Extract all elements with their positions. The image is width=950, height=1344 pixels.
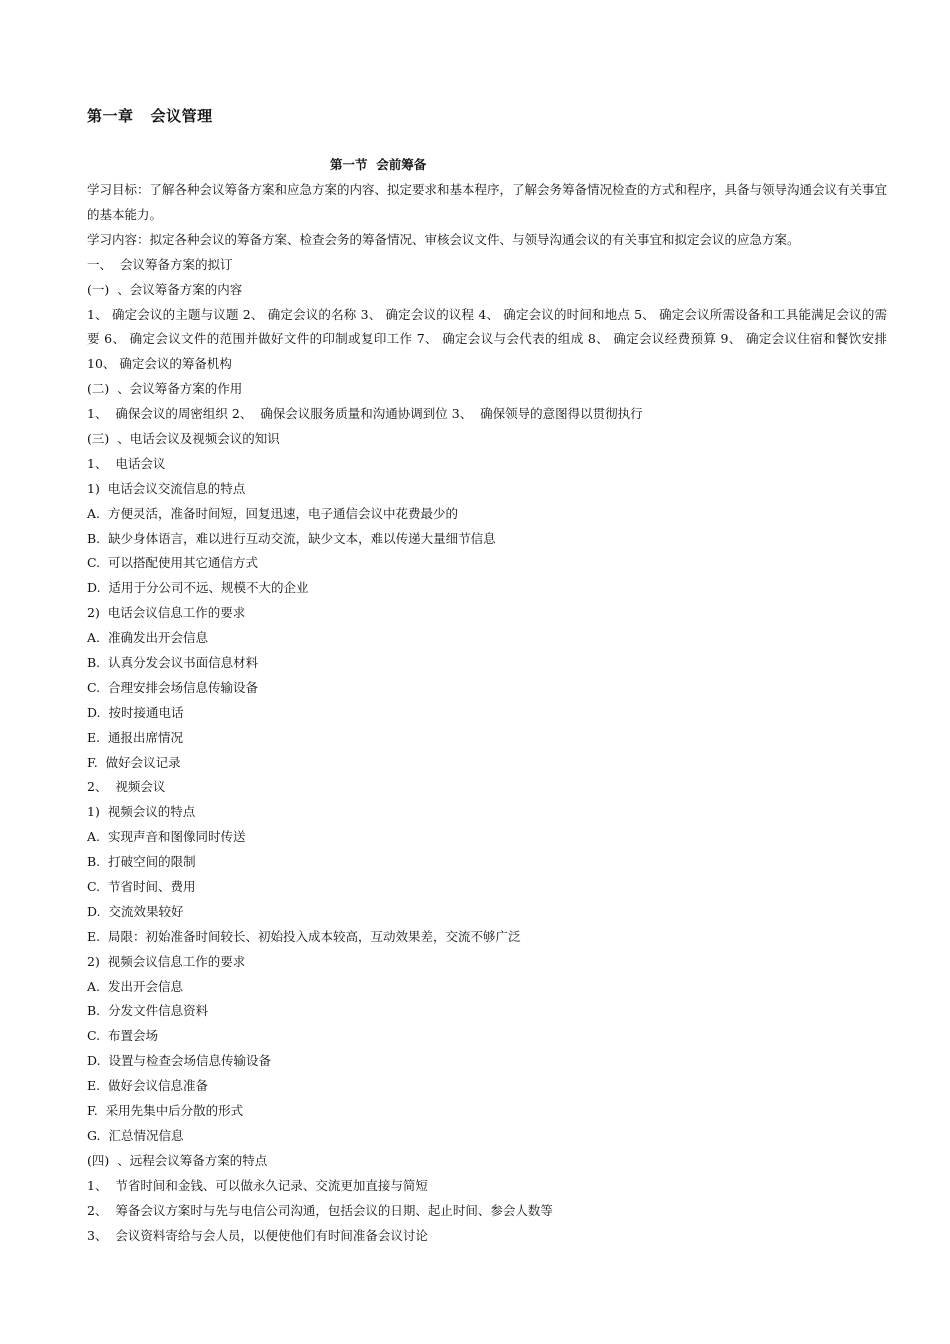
list-item: C. 布置会场 xyxy=(87,1028,159,1044)
learning-goal-paragraph: 学习目标：了解各种会议筹备方案和应急方案的内容、拟定要求和基本程序，了解会务筹备情况检查的方式和程序，具备与领导沟通会议有关事宜的基本能力。 xyxy=(87,182,888,222)
list-item: 1) 视频会议的特点 xyxy=(87,804,196,820)
sub1-heading: (一) 、会议筹备方案的内容 xyxy=(87,281,243,297)
list-item: G. 汇总情况信息 xyxy=(87,1127,184,1143)
list-item: 2) 视频会议信息工作的要求 xyxy=(87,953,246,969)
sub2-text: 1、 确保会议的周密组织 2、 确保会议服务质量和沟通协调到位 3、 确保领导的意图得以贯彻执行 xyxy=(87,406,643,422)
sub1-text: 1、 确定会议的主题与议题 2、 确定会议的名称 3、 确定会议的议程 4、 确定会议的时间和地点 5、 确定会议所需设备和工具能满足会议的需要 6、 确定会议文件的范围并做好文件的印制或复印工作 7、 确定会议与会代表的组成 8、 确定会议经费预算 9、 确定会议住宿和餐饮安排 10、 确定会议的筹备机构 xyxy=(87,306,887,372)
list-item: A. 实现声音和图像同时传送 xyxy=(87,829,246,845)
list-item: F. 采用先集中后分散的形式 xyxy=(87,1103,244,1119)
list-item: D. 设置与检查会场信息传输设备 xyxy=(87,1053,271,1069)
learning-content-paragraph: 学习内容：拟定各种会议的筹备方案、检查会务的筹备情况、审核会议文件、与领导沟通会议的有关事宜和拟定会议的应急方案。 xyxy=(87,231,800,247)
list-item: E. 局限：初始准备时间较长、初始投入成本较高，互动效果差，交流不够广泛 xyxy=(87,928,521,944)
list-item: 3、 会议资料寄给与会人员，以便使他们有时间准备会议讨论 xyxy=(87,1227,428,1243)
list-item: 2、 视频会议 xyxy=(87,779,166,795)
list-item: B. 分发文件信息资料 xyxy=(87,1003,209,1019)
list-item: D. 适用于分公司不远、规模不大的企业 xyxy=(87,580,309,596)
list-item: 1) 电话会议交流信息的特点 xyxy=(87,480,246,496)
list-item: B. 缺少身体语言，难以进行互动交流，缺少文本，难以传递大量细节信息 xyxy=(87,530,496,546)
list-item: F. 做好会议记录 xyxy=(87,754,181,770)
list-item: (四) 、远程会议筹备方案的特点 xyxy=(87,1152,268,1168)
list-item: 2) 电话会议信息工作的要求 xyxy=(87,605,246,621)
list-item: D. 按时接通电话 xyxy=(87,704,184,720)
list-item: D. 交流效果较好 xyxy=(87,903,184,919)
section-title: 第一节 会前筹备 xyxy=(330,157,427,172)
list-item: A. 方便灵活，准备时间短，回复迅速，电子通信会议中花费最少的 xyxy=(87,505,458,521)
list-item: 1、 电话会议 xyxy=(87,455,166,471)
list-item: C. 节省时间、费用 xyxy=(87,879,196,895)
part1-heading: 一、 会议筹备方案的拟订 xyxy=(87,256,233,272)
sub3-heading: (三) 、电话会议及视频会议的知识 xyxy=(87,431,280,446)
list-item: 2、 筹备会议方案时与先与电信公司沟通，包括会议的日期、起止时间、参会人数等 xyxy=(87,1202,553,1218)
list-item: B. 认真分发会议书面信息材料 xyxy=(87,655,259,671)
chapter-title: 第一章 会议管理 xyxy=(87,107,213,125)
list-item: C. 可以搭配使用其它通信方式 xyxy=(87,555,259,571)
list-item: A. 发出开会信息 xyxy=(87,978,183,994)
sub2-heading: (二) 、会议筹备方案的作用 xyxy=(87,381,243,397)
document-page xyxy=(87,104,887,1248)
list-item: A. 准确发出开会信息 xyxy=(87,630,208,646)
list-item: E. 通报出席情况 xyxy=(87,729,184,745)
list-item: B. 打破空间的限制 xyxy=(87,854,196,870)
list-item: E. 做好会议信息准备 xyxy=(87,1078,209,1094)
list-item: 1、 节省时间和金钱、可以做永久记录、交流更加直接与简短 xyxy=(87,1177,428,1193)
list-item: C. 合理安排会场信息传输设备 xyxy=(87,679,259,695)
